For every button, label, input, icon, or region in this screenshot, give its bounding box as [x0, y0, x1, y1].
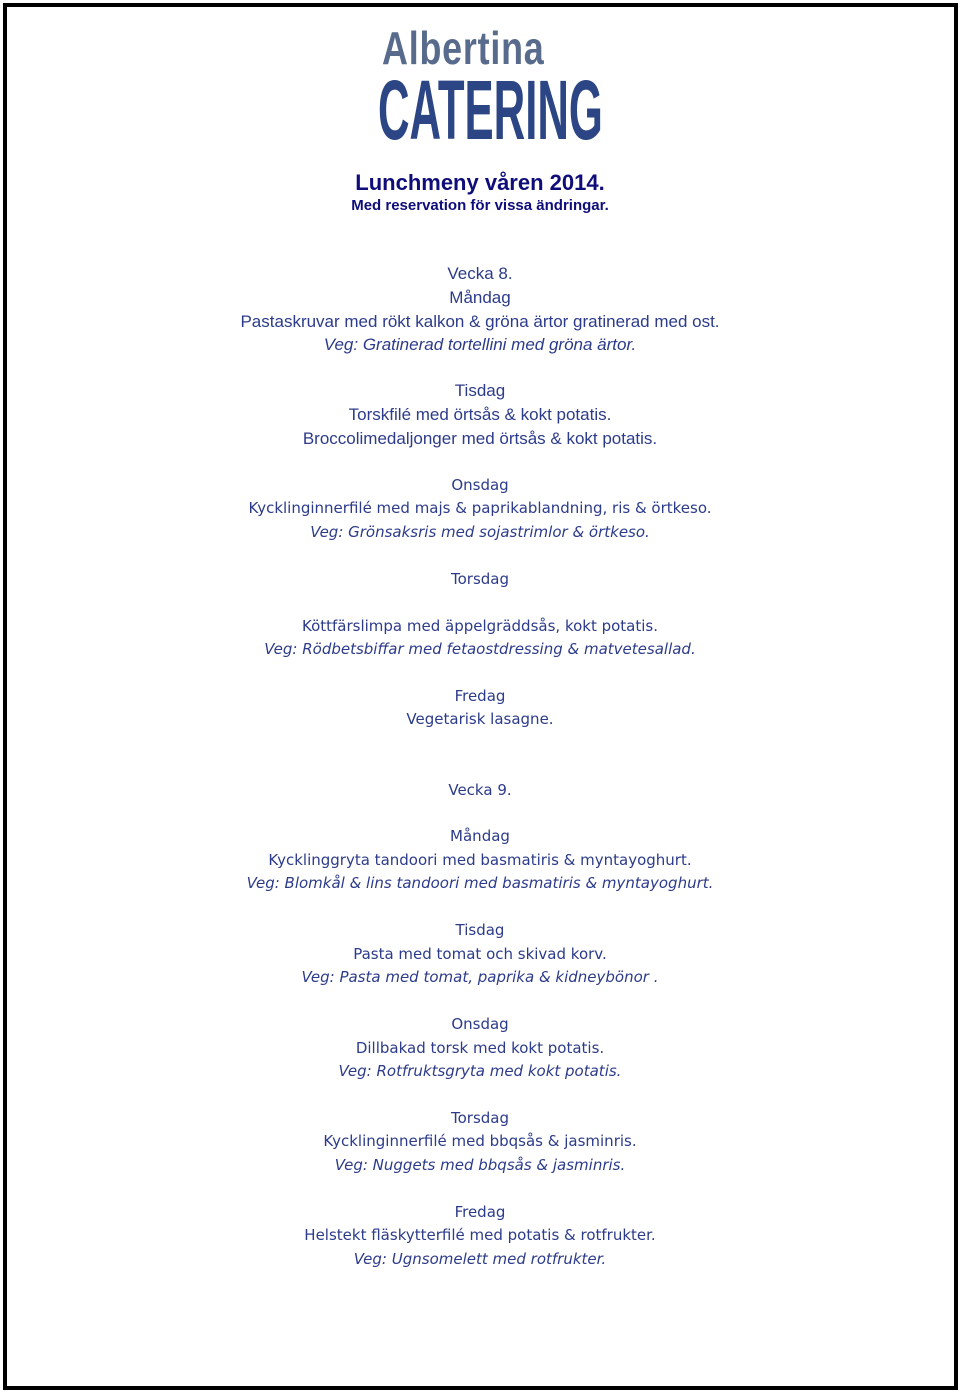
week-9-tuesday-veg: Veg: Pasta med tomat, paprika & kidneybönor .	[301, 968, 659, 986]
week-9-monday-veg: Veg: Blomkål & lins tandoori med basmatiris & myntayoghurt.	[246, 874, 714, 892]
week-8-thursday-day: Torsdag	[450, 570, 509, 588]
week-9-monday-day: Måndag	[450, 827, 510, 845]
week-8-thursday-veg: Veg: Rödbetsbiffar med fetaostdressing & matvetesallad.	[264, 640, 696, 658]
week-8-tuesday-dish: Torskfilé med örtsås & kokt potatis.	[348, 405, 612, 424]
week-9-friday-veg: Veg: Ugnsomelett med rotfrukter.	[353, 1250, 607, 1268]
week-9-thursday-day: Torsdag	[450, 1109, 509, 1127]
week-8-wednesday-veg: Veg: Grönsaksris med sojastrimlor & örtkeso.	[310, 523, 650, 541]
week-8-friday-dish: Vegetarisk lasagne.	[406, 710, 554, 728]
page-subtitle: Med reservation för vissa ändringar.	[351, 197, 609, 214]
week-9-monday-dish: Kycklinggryta tandoori med basmatiris & myntayoghurt.	[268, 851, 692, 869]
albertina-catering-logo	[376, 22, 603, 157]
week-9-label: Vecka 9.	[448, 781, 512, 799]
week-8-thursday-dish: Köttfärslimpa med äppelgräddsås, kokt potatis.	[301, 617, 659, 635]
week-8-wednesday-day: Onsdag	[451, 476, 509, 494]
page-title: Lunchmeny våren 2014.	[355, 170, 605, 195]
week-8-label: Vecka 8.	[447, 264, 513, 283]
week-9-thursday-veg: Veg: Nuggets med bbqsås & jasminris.	[334, 1156, 626, 1174]
week-8-monday-veg: Veg: Gratinerad tortellini med gröna ärtor.	[323, 335, 637, 354]
week-8-monday-day: Måndag	[449, 288, 511, 307]
week-9-tuesday-day: Tisdag	[455, 921, 505, 939]
week-9-wednesday-veg: Veg: Rotfruktsgryta med kokt potatis.	[338, 1062, 622, 1080]
logo-line-catering: CATERING	[378, 63, 603, 157]
week-8-monday-dish: Pastaskruvar med rökt kalkon & gröna ärtor gratinerad med ost.	[240, 312, 720, 331]
logo-line-albertina: Albertina	[382, 22, 545, 74]
week-9-wednesday-day: Onsdag	[451, 1015, 509, 1033]
week-9-tuesday-dish: Pasta med tomat och skivad korv.	[353, 945, 607, 963]
week-8-tuesday-veg: Broccolimedaljonger med örtsås & kokt potatis.	[302, 429, 658, 448]
week-8-tuesday-day: Tisdag	[454, 381, 506, 400]
week-9-friday-dish: Helstekt fläskytterfilé med potatis & rotfrukter.	[304, 1226, 656, 1244]
week-9-thursday-dish: Kycklinginnerfilé med bbqsås & jasminris.	[323, 1132, 637, 1150]
week-9-wednesday-dish: Dillbakad torsk med kokt potatis.	[355, 1039, 605, 1057]
week-9-friday-day: Fredag	[454, 1203, 506, 1221]
week-8-friday-day: Fredag	[454, 687, 506, 705]
week-8-wednesday-dish: Kycklinginnerfilé med majs & paprikablandning, ris & örtkeso.	[248, 499, 712, 517]
